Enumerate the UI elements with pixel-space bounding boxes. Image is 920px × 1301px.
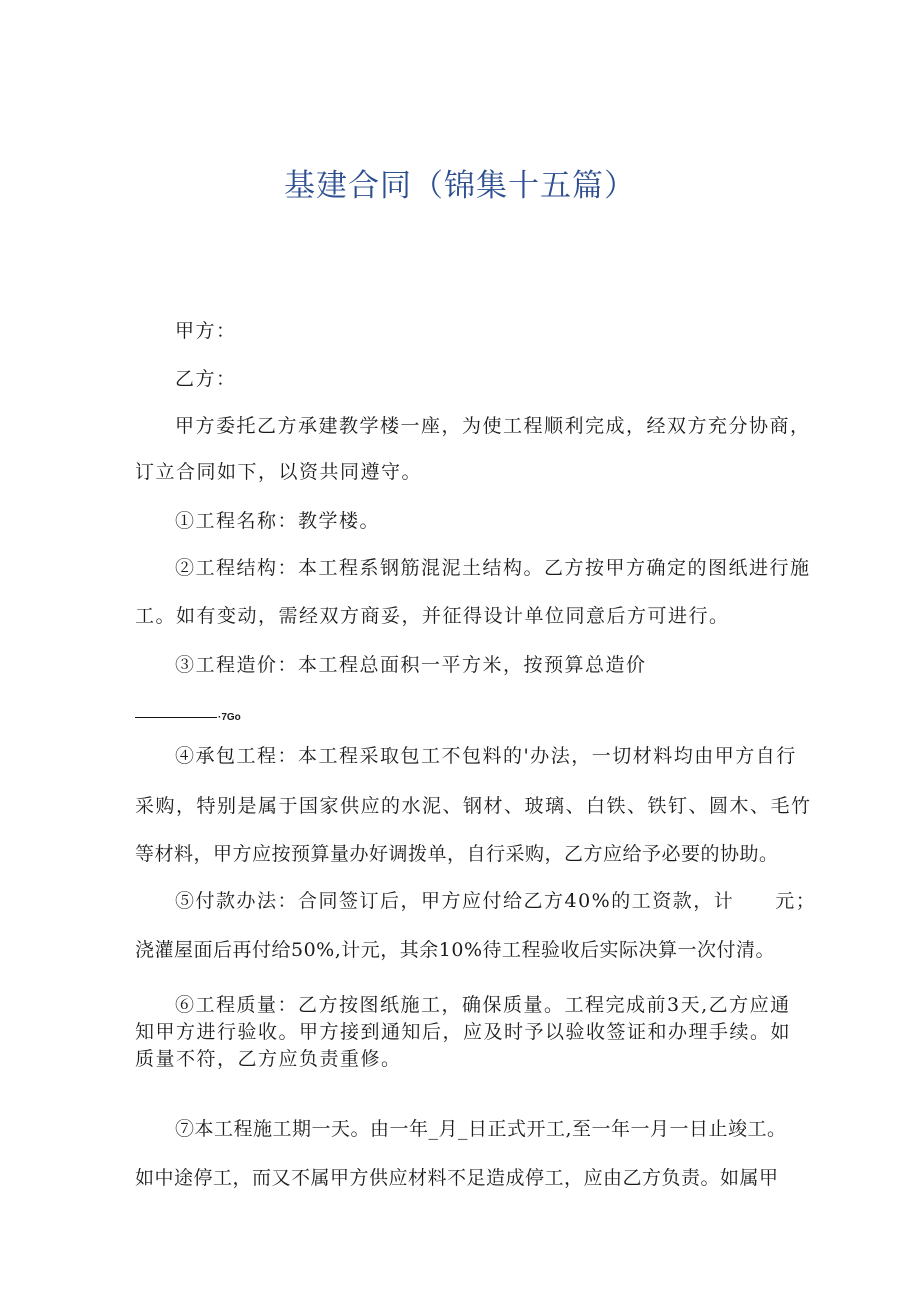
- item5-line-2: 浇灌屋面后再付给50%,计元，其余10%待工程验收后实际决算一次付清。: [135, 939, 776, 961]
- item2-line-1: ②工程结构：本工程系钢筋混泥土结构。乙方按甲方确定的图纸进行施: [175, 557, 811, 579]
- item3-blank-line: [135, 712, 241, 723]
- intro-line-2: 订立合同如下，以资共同遵守。: [135, 461, 423, 483]
- page-title: 基建合同（锦集十五篇）: [284, 168, 636, 204]
- item5-line-1: ⑤付款办法：合同签订后，甲方应付给乙方40%的工资款，计 元；: [175, 890, 817, 912]
- intro-line-1: 甲方委托乙方承建教学楼一座，为使工程顺利完成，经双方充分协商，: [175, 415, 811, 437]
- item4-line-3: 等材料，甲方应按预算量办好调拨单，自行采购，乙方应给予必要的协助。: [135, 843, 779, 865]
- item7-line-1: ⑦本工程施工期一天。由一年_月_日正式开工,至一年一月一日止竣工。: [175, 1118, 787, 1140]
- item7-line-2: 如中途停工，而又不属甲方供应材料不足造成停工，应由乙方负责。如属甲: [135, 1167, 779, 1189]
- item2-line-2: 工。如有变动，需经双方商妥，并征得设计单位同意后方可进行。: [135, 605, 730, 627]
- item6-line-1: ⑥工程质量：乙方按图纸施工，确保质量。工程完成前3天,乙方应通: [175, 994, 791, 1016]
- underline-blank: [135, 717, 217, 718]
- party-a-label: 甲方：: [175, 320, 237, 342]
- party-b-label: 乙方：: [175, 368, 237, 390]
- item4-line-1: ④承包工程：本工程采取包工不包料的'办法，一切材料均由甲方自行: [175, 745, 797, 767]
- item4-line-2: 采购，特别是属于国家供应的水泥、钢材、玻璃、白铁、铁钉、圆木、毛竹: [135, 795, 812, 817]
- item3-line: ③工程造价：本工程总面积一平方米，按预算总造价: [175, 654, 647, 676]
- item6-line-3: 质量不符，乙方应负责重修。: [135, 1048, 402, 1070]
- item3-blank-suffix: ·7Go: [218, 712, 241, 723]
- item6-line-2: 知甲方进行验收。甲方接到通知后，应及时予以验收签证和办理手续。如: [135, 1021, 792, 1043]
- item1-line: ①工程名称：教学楼。: [175, 510, 381, 532]
